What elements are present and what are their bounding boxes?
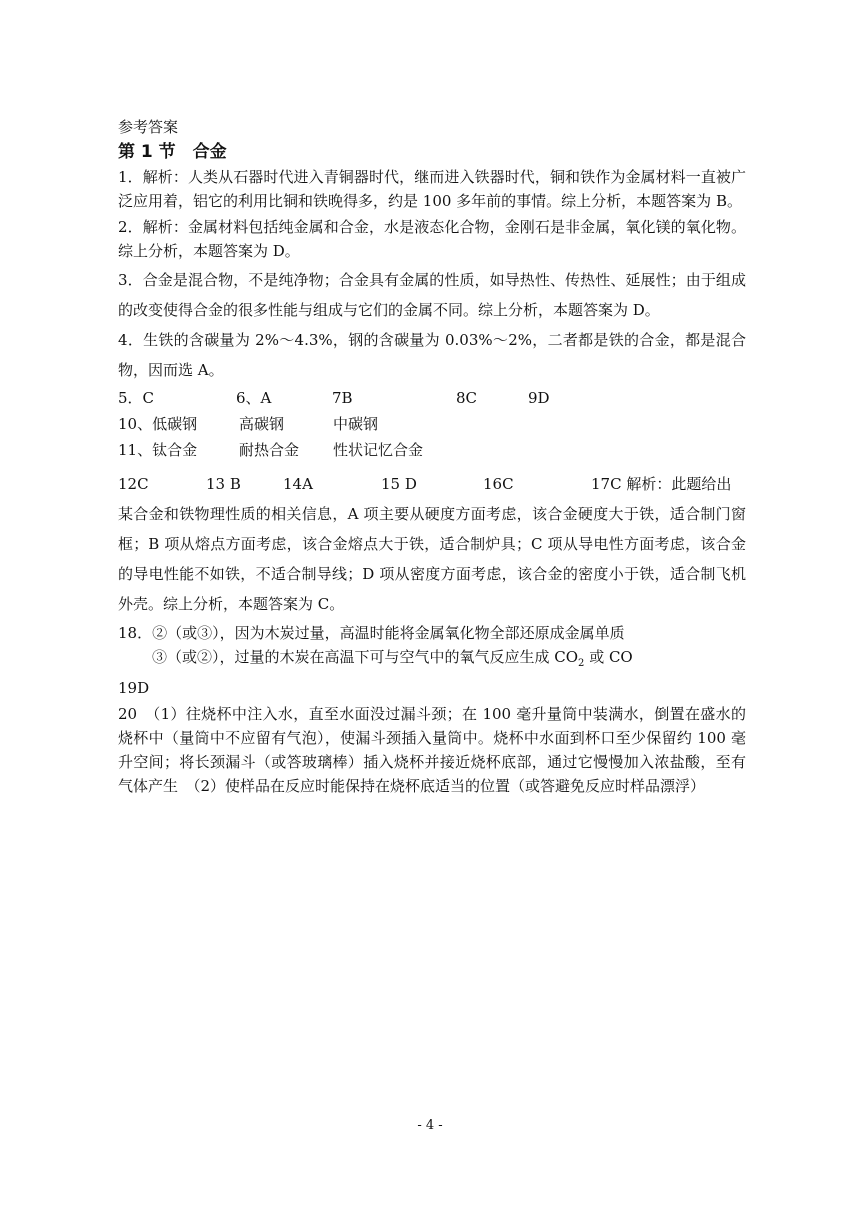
answer-19: 19D <box>118 679 150 697</box>
section-heading: 第 1 节 合金 <box>118 142 227 162</box>
answer-10-b: 高碳钢 <box>239 415 285 433</box>
answer-16: 16C <box>483 475 514 493</box>
answer-12: 12C <box>118 475 149 493</box>
answer-18-text-end: 或 CO <box>584 648 633 666</box>
answer-8: 8C <box>456 389 478 407</box>
answer-11 <box>118 437 746 463</box>
answer-11-c: 性状记忆合金 <box>333 441 424 459</box>
answer-11-a: 11、钛合金 <box>118 441 198 459</box>
answer-5: 5．C <box>118 389 155 407</box>
answer-10 <box>118 411 746 437</box>
answer-10-c: 中碳钢 <box>333 415 379 433</box>
answer-4: 4．生铁的含碳量为 2%～4.3%，钢的含碳量为 0.03%～2%，二者都是铁的合金，都是混合物，因而选 A。 <box>118 331 746 379</box>
answer-14: 14A <box>283 475 313 493</box>
answer-10-a: 10、低碳钢 <box>118 415 198 433</box>
answer-20: 20 （1）往烧杯中注入水，直至水面没过漏斗颈；在 100 毫升量筒中装满水，倒置在盛水的烧杯中（量筒中不应留有气泡），使漏斗颈插入量筒中。烧杯中水面到杯口至少保留约 100 毫升空间；将长颈漏斗（或答玻璃棒）插入烧杯并接近烧杯底部，通过它慢慢加入浓盐酸，至有气体产生 （2）使样品在反应时能保持在烧杯底适当的位置（或答避免反应时样品漂浮） <box>118 705 746 795</box>
answers-5-9 <box>118 385 746 411</box>
answer-2: 2．解析：金属材料包括纯金属和合金，水是液态化合物，金刚石是非金属，氧化镁的氧化物。综上分析，本题答案为 D。 <box>118 218 746 260</box>
answer-17: 17C 解析：此题给出 <box>591 475 732 493</box>
answer-18-line-1: 18．②（或③），因为木炭过量，高温时能将金属氧化物全部还原成金属单质 <box>118 624 625 642</box>
answer-3: 3．合金是混合物，不是纯净物；合金具有金属的性质，如导热性、传热性、延展性；由于组成的改变使得合金的很多性能与组成与它们的金属不同。综上分析，本题答案为 D。 <box>118 271 746 319</box>
subscript-2: 2 <box>578 658 585 669</box>
page-title: 参考答案 <box>118 118 179 136</box>
answer-1: 1．解析：人类从石器时代进入青铜器时代，继而进入铁器时代，铜和铁作为金属材料一直被广泛应用着，铝它的利用比铜和铁晚得多，约是 100 多年前的事情。综上分析，本题答案为 B。 <box>118 168 746 210</box>
answer-11-b: 耐热合金 <box>239 441 300 459</box>
answers-12-17 <box>118 469 746 499</box>
answer-7: 7B <box>332 389 353 407</box>
answer-18-line-2 <box>118 645 746 676</box>
page-number: - 4 - <box>417 1118 443 1133</box>
answer-6: 6、A <box>236 389 272 407</box>
answer-18-text: ③（或②），过量的木炭在高温下可与空气中的氧气反应生成 CO <box>152 648 579 666</box>
answer-9: 9D <box>528 389 550 407</box>
answer-13: 13 B <box>206 475 241 493</box>
answer-17-explanation: 某合金和铁物理性质的相关信息，A 项主要从硬度方面考虑，该合金硬度大于铁，适合制门窗框；B 项从熔点方面考虑，该合金熔点大于铁，适合制炉具；C 项从导电性方面考虑，该合金的导电性能不如铁，不适合制导线；D 项从密度方面考虑，该合金的密度小于铁，适合制飞机外壳。综上分析，本题答案为 C。 <box>118 505 746 613</box>
answer-page <box>118 115 746 798</box>
answer-15: 15 D <box>381 475 417 493</box>
